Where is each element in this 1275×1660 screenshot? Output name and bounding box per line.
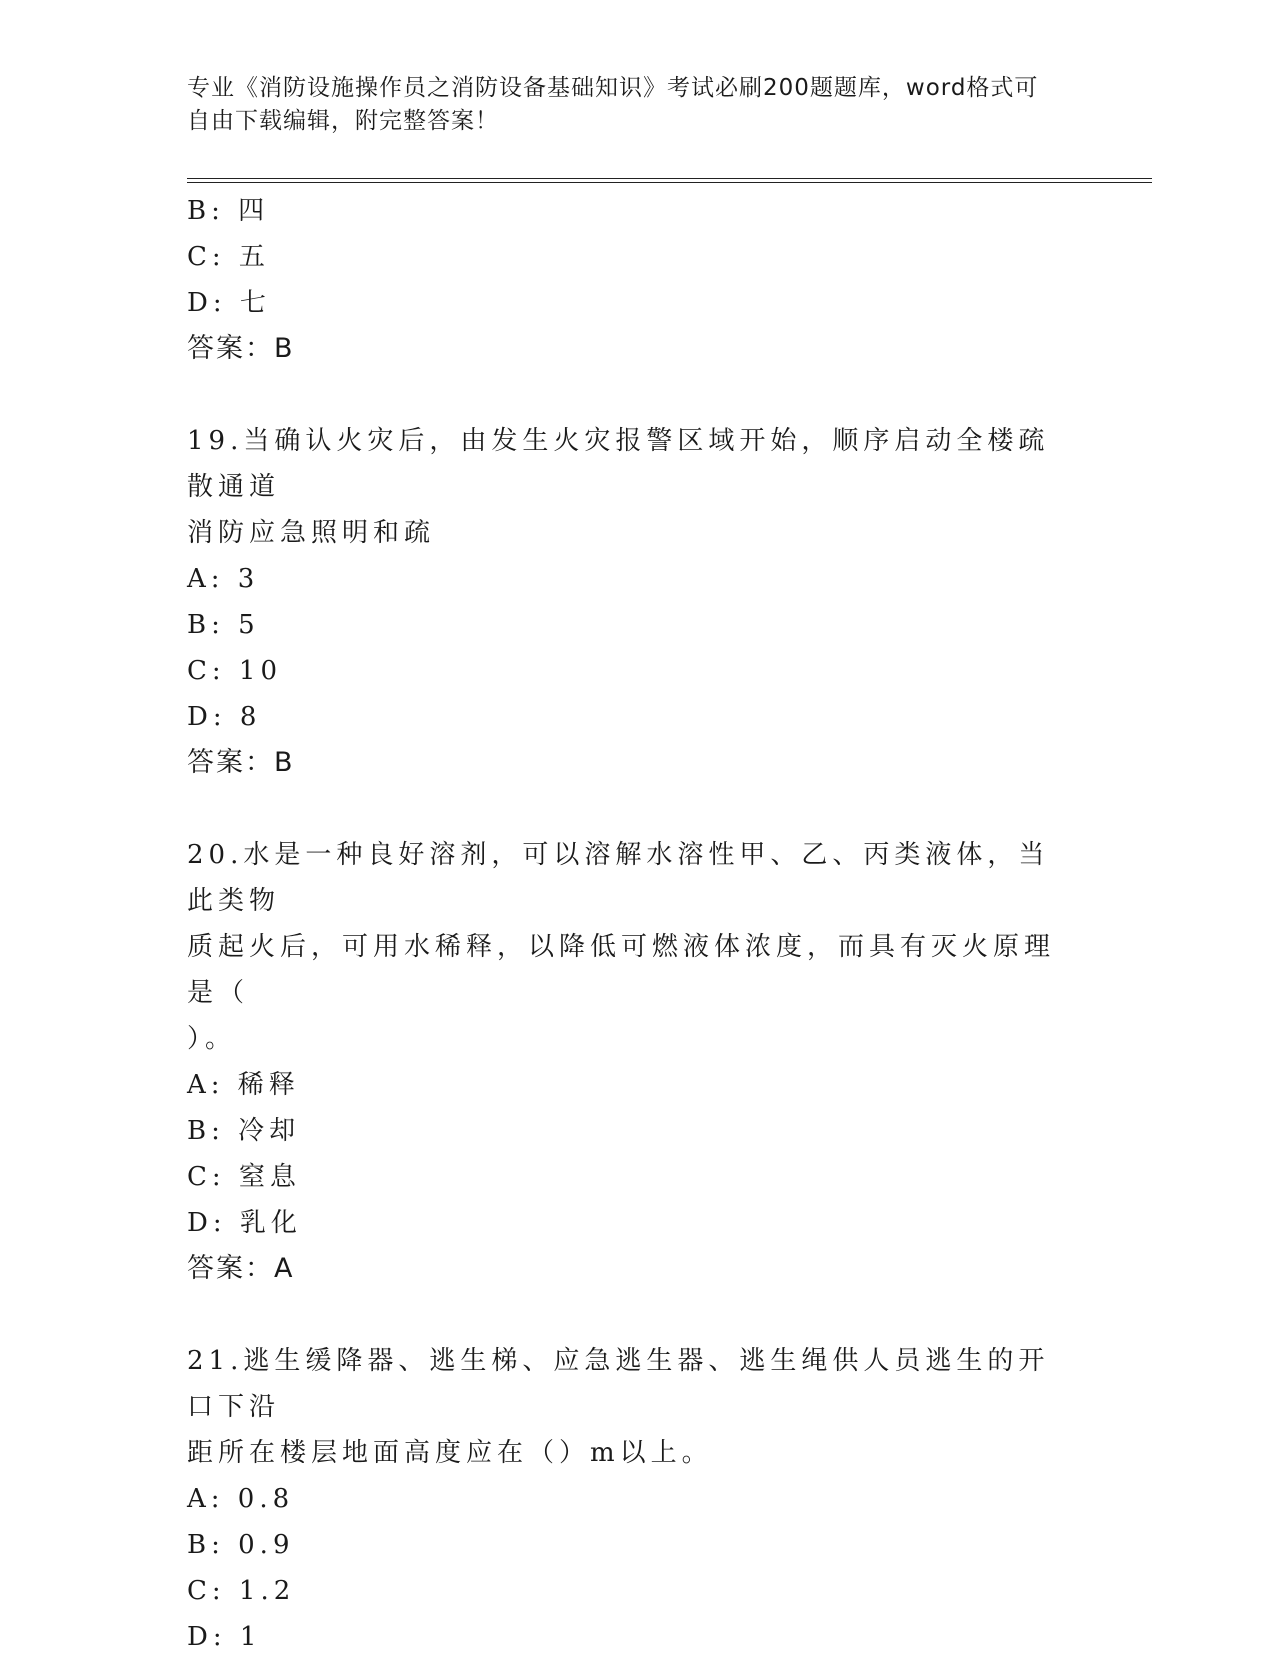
option-a: A: 0.8	[187, 1484, 295, 1514]
question-text	[187, 418, 1077, 556]
question-text-line: 20.水是一种良好溶剂，可以溶解水溶性甲、乙、丙类液体，当此类物	[187, 840, 1050, 916]
question-text-line: 质起火后，可用水稀释，以降低可燃液体浓度，而具有灭火原理是（	[187, 932, 1056, 1008]
answer: 答案：A	[187, 1253, 295, 1284]
option-a: A: 稀释	[187, 1070, 300, 1100]
answer: 答案：B	[187, 747, 295, 778]
question-text-line: 21.逃生缓降器、逃生梯、应急逃生器、逃生绳供人员逃生的开口下沿	[187, 1346, 1050, 1422]
question-text-line: 距所在楼层地面高度应在（）m以上。	[187, 1438, 713, 1468]
option-d: D: 8	[187, 702, 262, 732]
page-header	[187, 72, 1067, 138]
header-line-2: 自由下载编辑，附完整答案！	[187, 108, 499, 134]
option-c: C: 五	[187, 242, 270, 272]
question-text	[187, 832, 1077, 1062]
option-b: B: 四	[187, 196, 270, 226]
header-line-1: 专业《消防设施操作员之消防设备基础知识》考试必刷200题题库，word格式可	[187, 75, 1039, 101]
option-b: B: 0.9	[187, 1530, 295, 1560]
option-c: C: 10	[187, 656, 283, 686]
option-d: D: 乳化	[187, 1208, 302, 1238]
option-c: C: 1.2	[187, 1576, 296, 1606]
question-text-line: ）。	[187, 1024, 237, 1054]
question-text-line: 消防应急照明和疏	[187, 518, 436, 548]
option-d: D: 七	[187, 288, 271, 318]
option-d: D: 1	[187, 1622, 262, 1652]
question-21	[187, 1338, 1087, 1660]
option-b: B: 5	[187, 610, 260, 640]
question-text-line: 19.当确认火灾后，由发生火灾报警区域开始，顺序启动全楼疏散通道	[187, 426, 1050, 502]
question-20	[187, 832, 1087, 1292]
option-b: B: 冷却	[187, 1116, 301, 1146]
option-a: A: 3	[187, 564, 260, 594]
question-list	[187, 188, 1087, 1660]
header-rule-top	[187, 178, 1152, 179]
question-19	[187, 418, 1087, 786]
option-c: C: 窒息	[187, 1162, 301, 1192]
answer: 答案：B	[187, 333, 295, 364]
question-18-tail	[187, 188, 1087, 372]
header-rule-bottom	[187, 182, 1152, 183]
question-text	[187, 1338, 1077, 1476]
